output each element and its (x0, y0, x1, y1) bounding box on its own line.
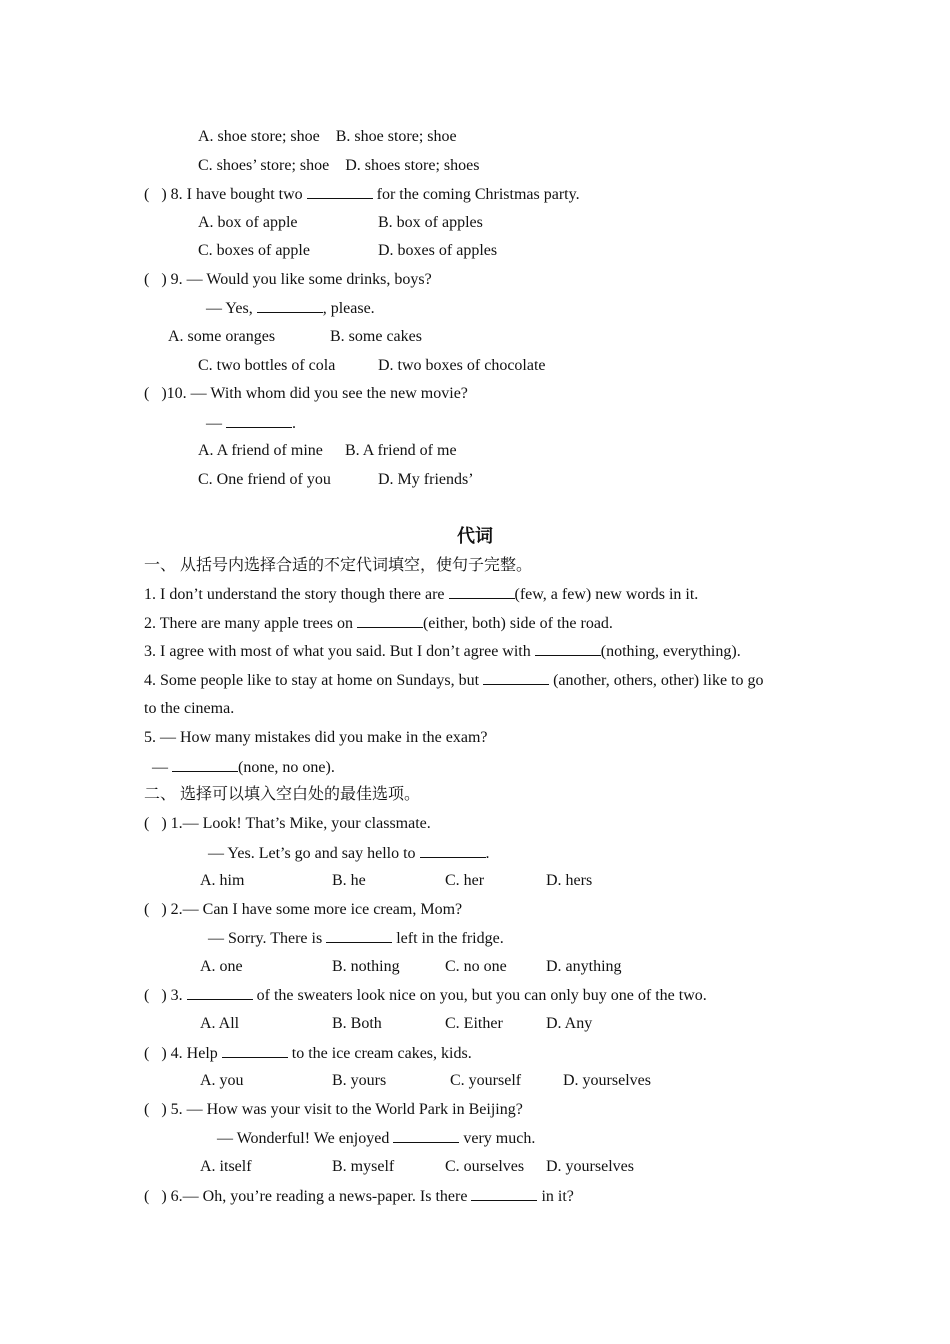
q7-options-row1: A. shoe store; shoe B. shoe store; shoe (198, 128, 457, 145)
mc-question-6 (144, 1186, 574, 1207)
answer-paren[interactable]: ( ) (144, 901, 167, 918)
section-title: 代词 (457, 526, 493, 546)
reply-text: — Wonderful! We enjoyed (217, 1130, 390, 1147)
question-text-end: in it? (541, 1188, 574, 1205)
mc-question-3 (144, 985, 707, 1006)
option-b[interactable]: B. he (332, 872, 366, 889)
mc-question-2 (144, 900, 462, 920)
fill-item-5-reply (152, 757, 335, 778)
option-a[interactable]: A. All (200, 1015, 240, 1032)
question-9-reply (206, 298, 375, 319)
answer-blank (257, 298, 323, 313)
option-a[interactable]: A. box of apple (198, 214, 298, 231)
answer-blank[interactable] (483, 670, 549, 685)
option-d[interactable]: D. yourselves (546, 1158, 634, 1175)
question-text: 6.— Oh, you’re reading a news-paper. Is there (170, 1188, 468, 1205)
option-d[interactable]: D. hers (546, 872, 593, 889)
fill-item-5: 5. — How many mistakes did you make in the exam? (144, 729, 488, 746)
mc-question-2-reply (208, 928, 504, 949)
mc-question-5-reply (217, 1128, 535, 1149)
reply-text: — Sorry. There is (208, 930, 323, 947)
reply-text-end: . (292, 415, 296, 432)
answer-paren[interactable]: ( ) (144, 987, 167, 1004)
answer-blank (226, 413, 292, 428)
option-c[interactable]: C. two bottles of cola (198, 357, 336, 374)
question-text: 9. — Would you like some drinks, boys? (170, 271, 432, 288)
mc-question-1 (144, 814, 431, 834)
option-d[interactable]: D. My friends’ (378, 471, 474, 488)
option-b[interactable]: B. nothing (332, 958, 400, 975)
item-text-end: (few, a few) new words in it. (514, 586, 699, 603)
answer-paren[interactable]: ( ) (144, 815, 167, 832)
option-b[interactable]: B. yours (332, 1072, 387, 1089)
reply-text-end: (none, no one). (238, 759, 335, 776)
part3-heading: 二、 选择可以填入空白处的最佳选项。 (144, 786, 421, 803)
answer-paren[interactable]: ( ) (144, 385, 167, 402)
option-d[interactable]: D. Any (546, 1015, 593, 1032)
fill-item-1 (144, 584, 698, 605)
item-text: 2. There are many apple trees on (144, 615, 353, 632)
q7-options-row2: C. shoes’ store; shoe D. shoes store; shoes (198, 157, 480, 174)
option-c[interactable]: C. One friend of you (198, 471, 331, 488)
option-a[interactable]: A. one (200, 958, 243, 975)
option-d[interactable]: D. boxes of apples (378, 242, 498, 259)
question-text: 4. Help (170, 1045, 218, 1062)
question-text-end: to the ice cream cakes, kids. (291, 1045, 472, 1062)
option-c[interactable]: C. no one (445, 958, 507, 975)
question-10-reply (206, 413, 296, 434)
question-text-end: for the coming Christmas party. (376, 186, 580, 203)
option-c[interactable]: C. boxes of apple (198, 242, 310, 259)
item-text: 3. I agree with most of what you said. But I don’t agree with (144, 643, 531, 660)
option-a[interactable]: A. him (200, 872, 245, 889)
item-text: 4. Some people like to stay at home on Sundays, but (144, 672, 480, 689)
option-c[interactable]: C. her (445, 872, 485, 889)
item-text-end: (another, others, other) like to go (553, 672, 764, 689)
option-c[interactable]: C. ourselves (445, 1158, 525, 1175)
question-text: 10. — With whom did you see the new movie? (166, 385, 468, 402)
item-text-end: (nothing, everything). (600, 643, 741, 660)
question-text-end: of the sweaters look nice on you, but you can only buy one of the two. (256, 987, 707, 1004)
question-text: 2.— Can I have some more ice cream, Mom? (170, 901, 463, 918)
reply-text: — (206, 415, 222, 432)
option-b[interactable]: B. some cakes (330, 328, 422, 345)
reply-text-end: very much. (463, 1130, 536, 1147)
fill-item-3 (144, 641, 741, 662)
option-c[interactable]: C. Either (445, 1015, 503, 1032)
item-text: 1. I don’t understand the story though there are (144, 586, 445, 603)
reply-text: — Yes. Let’s go and say hello to (208, 845, 416, 862)
answer-paren[interactable]: ( ) (144, 271, 167, 288)
option-b[interactable]: B. Both (332, 1015, 382, 1032)
reply-text-end: . (485, 845, 490, 862)
option-a[interactable]: A. itself (200, 1158, 252, 1175)
reply-text: — Yes, (206, 300, 253, 317)
answer-paren[interactable]: ( ) (144, 1045, 167, 1062)
reply-text: — (152, 759, 168, 776)
answer-blank[interactable] (535, 641, 601, 656)
option-b[interactable]: B. A friend of me (345, 442, 457, 459)
answer-blank (187, 985, 253, 1000)
answer-blank[interactable] (449, 584, 515, 599)
mc-question-1-reply (208, 843, 490, 864)
answer-paren[interactable]: ( ) (144, 186, 167, 203)
answer-paren[interactable]: ( ) (144, 1101, 167, 1118)
fill-item-2 (144, 613, 613, 634)
option-a[interactable]: A. A friend of mine (198, 442, 323, 459)
answer-blank (326, 928, 392, 943)
answer-blank[interactable] (172, 757, 238, 772)
question-text: 5. — How was your visit to the World Park in Beijing? (170, 1101, 523, 1118)
mc-question-5 (144, 1100, 523, 1120)
question-text: 1.— Look! That’s Mike, your classmate. (170, 815, 431, 832)
answer-paren[interactable]: ( ) (144, 1188, 167, 1205)
answer-blank (393, 1128, 459, 1143)
mc-question-4 (144, 1043, 472, 1064)
question-9 (144, 270, 432, 290)
fill-item-4-cont: to the cinema. (144, 700, 235, 717)
option-d[interactable]: D. yourselves (563, 1072, 651, 1089)
answer-blank (420, 843, 486, 858)
answer-blank (471, 1186, 537, 1201)
reply-text-end: left in the fridge. (396, 930, 504, 947)
option-a[interactable]: A. some oranges (168, 328, 276, 345)
answer-blank (222, 1043, 288, 1058)
option-b[interactable]: B. myself (332, 1158, 395, 1175)
option-a[interactable]: A. you (200, 1072, 244, 1089)
question-text: 3. (170, 987, 183, 1004)
option-b[interactable]: B. box of apples (378, 214, 483, 231)
option-d[interactable]: D. anything (546, 958, 622, 975)
option-d[interactable]: D. two boxes of chocolate (378, 357, 546, 374)
reply-text-end: , please. (322, 300, 375, 317)
question-10 (144, 384, 468, 404)
option-c[interactable]: C. yourself (450, 1072, 522, 1089)
item-text-end: (either, both) side of the road. (422, 615, 613, 632)
question-8 (144, 184, 580, 205)
fill-item-4 (144, 670, 763, 691)
answer-blank (307, 184, 373, 199)
question-text: 8. I have bought two (170, 186, 303, 203)
answer-blank[interactable] (357, 613, 423, 628)
part2-heading: 一、 从括号内选择合适的不定代词填空，使句子完整。 (144, 557, 533, 574)
